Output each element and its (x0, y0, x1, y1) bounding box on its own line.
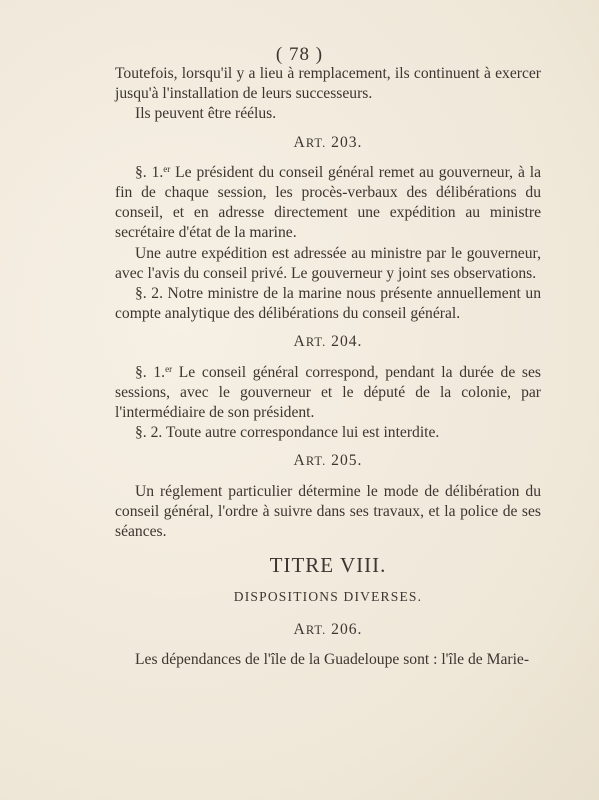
paragraph (115, 104, 541, 124)
page-number: ( 78 ) (275, 44, 324, 65)
paragraph (115, 284, 541, 324)
article-label-small: RT. (305, 135, 327, 150)
article-label-small: RT. (305, 335, 327, 350)
article-heading (115, 451, 541, 471)
paragraph (115, 650, 541, 670)
title-heading: TITRE VIII. (269, 553, 387, 578)
paragraph-text: Ils peuvent être réélus. (135, 105, 277, 123)
article-label-small: RT. (305, 622, 327, 637)
article-label-small: RT. (305, 454, 327, 469)
page-body (115, 64, 541, 670)
section-heading: DISPOSITIONS DIVERSES. (233, 589, 423, 605)
ordinal-superscript: er (165, 363, 173, 374)
article-label-cap: A (293, 620, 306, 638)
ordinal-superscript: er (163, 163, 171, 174)
paragraph (115, 423, 541, 443)
article-label-cap: A (293, 333, 306, 351)
paragraph (115, 64, 541, 104)
article-heading (115, 620, 541, 640)
article-label-cap: A (293, 452, 306, 470)
paragraph (115, 163, 541, 244)
article-number: 204. (331, 333, 363, 351)
paragraph-text: §. 2. Notre ministre de la marine nous présente annuellement un compte analytique des délibérations du conseil général. (115, 285, 541, 323)
paragraph (115, 363, 541, 424)
article-heading (115, 332, 541, 352)
paragraph-text: Un réglement particulier détermine le mode de délibération du conseil général, l'ordre à suivre dans ses travaux, et la police de ses séances. (115, 482, 541, 541)
paragraph (115, 244, 541, 284)
paragraph-text: §. 2. Toute autre correspondance lui est interdite. (135, 424, 440, 442)
paragraph-text: Le conseil général correspond, pendant la durée de ses sessions, avec le gouverneur et le député de la colonie, par l'intermédiaire de son président. (115, 363, 541, 422)
article-number: 203. (331, 133, 363, 151)
section-mark: §. 1. (135, 363, 166, 381)
section-mark: §. 1. (135, 163, 164, 181)
article-number: 206. (331, 620, 363, 638)
paragraph-text: Une autre expédition est adressée au ministre par le gouverneur, avec l'avis du conseil privé. Le gouverneur y joint ses observations. (115, 244, 541, 282)
paragraph-text: Les dépendances de l'île de la Guadeloupe sont : l'île de Marie- (135, 650, 530, 668)
paragraph-text: Toutefois, lorsqu'il y a lieu à remplacement, ils continuent à exercer jusqu'à l'installation de leurs successeurs. (115, 65, 541, 103)
article-label-cap: A (293, 133, 306, 151)
paragraph (115, 482, 541, 543)
article-heading (115, 133, 541, 153)
article-number: 205. (331, 452, 363, 470)
paragraph-text: Le président du conseil général remet au gouverneur, à la fin de chaque session, les procès-verbaux des délibérations du conseil, et en adresse directement une expédition au ministre secrétaire d'état de la marine. (115, 163, 541, 242)
